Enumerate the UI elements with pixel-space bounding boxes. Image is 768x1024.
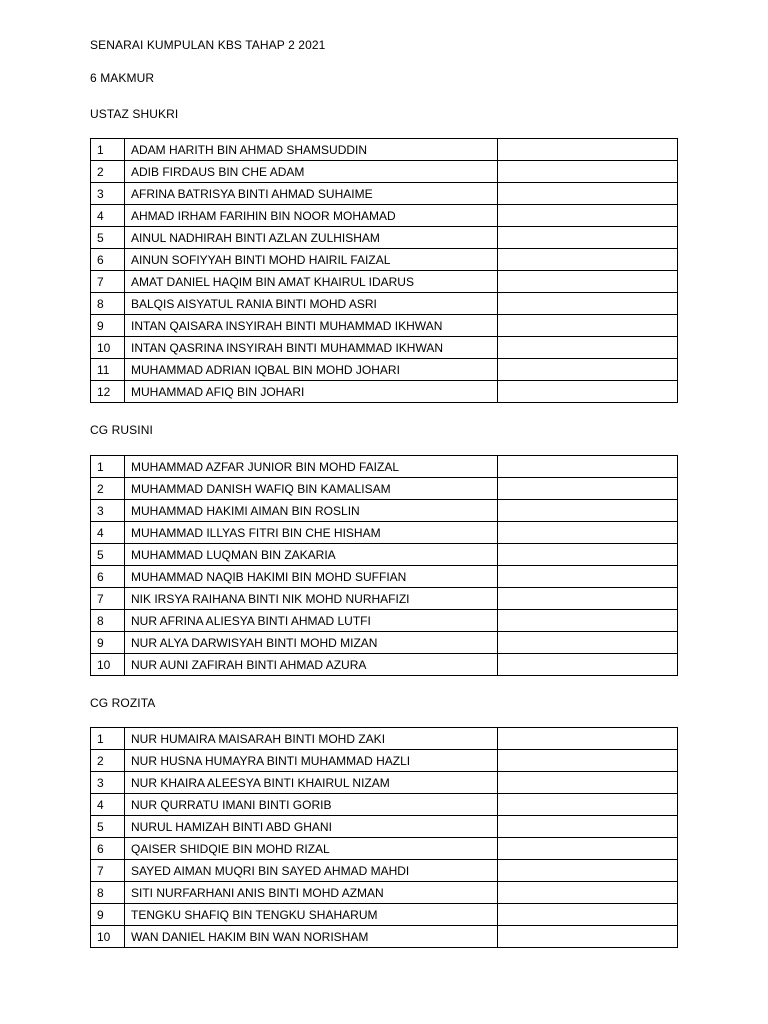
- blank-cell: [498, 227, 678, 249]
- blank-cell: [498, 478, 678, 500]
- blank-cell: [498, 544, 678, 566]
- table-row: [91, 772, 678, 794]
- document-title: SENARAI KUMPULAN KBS TAHAP 2 2021: [90, 38, 326, 52]
- table-row: [91, 337, 678, 359]
- table-row: [91, 271, 678, 293]
- table-row: [91, 456, 678, 478]
- student-number: 5: [91, 227, 125, 249]
- student-table-body: [91, 728, 678, 948]
- student-name: MUHAMMAD AZFAR JUNIOR BIN MOHD FAIZAL: [125, 456, 498, 478]
- student-name: MUHAMMAD ADRIAN IQBAL BIN MOHD JOHARI: [125, 359, 498, 381]
- blank-cell: [498, 816, 678, 838]
- table-row: [91, 750, 678, 772]
- blank-cell: [498, 315, 678, 337]
- blank-cell: [498, 500, 678, 522]
- blank-cell: [498, 522, 678, 544]
- blank-cell: [498, 271, 678, 293]
- student-number: 6: [91, 249, 125, 271]
- student-number: 10: [91, 654, 125, 676]
- student-number: 7: [91, 271, 125, 293]
- table-row: [91, 816, 678, 838]
- student-number: 2: [91, 478, 125, 500]
- student-number: 6: [91, 566, 125, 588]
- student-number: 1: [91, 456, 125, 478]
- table-row: [91, 610, 678, 632]
- blank-cell: [498, 838, 678, 860]
- table-row: [91, 632, 678, 654]
- blank-cell: [498, 654, 678, 676]
- student-name: SAYED AIMAN MUQRI BIN SAYED AHMAD MAHDI: [125, 860, 498, 882]
- table-row: [91, 838, 678, 860]
- student-name: SITI NURFARHANI ANIS BINTI MOHD AZMAN: [125, 882, 498, 904]
- student-number: 8: [91, 293, 125, 315]
- class-name: 6 MAKMUR: [90, 71, 155, 85]
- student-name: NUR HUMAIRA MAISARAH BINTI MOHD ZAKI: [125, 728, 498, 750]
- blank-cell: [498, 337, 678, 359]
- table-row: [91, 500, 678, 522]
- blank-cell: [498, 183, 678, 205]
- student-name: AHMAD IRHAM FARIHIN BIN NOOR MOHAMAD: [125, 205, 498, 227]
- student-number: 9: [91, 904, 125, 926]
- table-row: [91, 183, 678, 205]
- student-name: AMAT DANIEL HAQIM BIN AMAT KHAIRUL IDARUS: [125, 271, 498, 293]
- student-name: TENGKU SHAFIQ BIN TENGKU SHAHARUM: [125, 904, 498, 926]
- table-row: [91, 904, 678, 926]
- student-name: NUR KHAIRA ALEESYA BINTI KHAIRUL NIZAM: [125, 772, 498, 794]
- student-table: [90, 727, 678, 948]
- table-row: [91, 728, 678, 750]
- blank-cell: [498, 632, 678, 654]
- student-number: 7: [91, 860, 125, 882]
- blank-cell: [498, 566, 678, 588]
- table-row: [91, 654, 678, 676]
- blank-cell: [498, 293, 678, 315]
- student-number: 3: [91, 500, 125, 522]
- student-number: 4: [91, 794, 125, 816]
- student-number: 6: [91, 838, 125, 860]
- student-name: NUR ALYA DARWISYAH BINTI MOHD MIZAN: [125, 632, 498, 654]
- blank-cell: [498, 139, 678, 161]
- table-row: [91, 860, 678, 882]
- table-row: [91, 544, 678, 566]
- table-row: [91, 566, 678, 588]
- table-row: [91, 293, 678, 315]
- student-name: QAISER SHIDQIE BIN MOHD RIZAL: [125, 838, 498, 860]
- blank-cell: [498, 860, 678, 882]
- student-name: INTAN QAISARA INSYIRAH BINTI MUHAMMAD IKHWAN: [125, 315, 498, 337]
- table-row: [91, 161, 678, 183]
- blank-cell: [498, 728, 678, 750]
- student-name: MUHAMMAD AFIQ BIN JOHARI: [125, 381, 498, 403]
- blank-cell: [498, 750, 678, 772]
- student-name: AINUN SOFIYYAH BINTI MOHD HAIRIL FAIZAL: [125, 249, 498, 271]
- student-name: MUHAMMAD NAQIB HAKIMI BIN MOHD SUFFIAN: [125, 566, 498, 588]
- student-number: 5: [91, 816, 125, 838]
- blank-cell: [498, 588, 678, 610]
- student-name: MUHAMMAD ILLYAS FITRI BIN CHE HISHAM: [125, 522, 498, 544]
- student-name: NUR AUNI ZAFIRAH BINTI AHMAD AZURA: [125, 654, 498, 676]
- student-table: [90, 138, 678, 403]
- student-name: NUR QURRATU IMANI BINTI GORIB: [125, 794, 498, 816]
- student-name: AFRINA BATRISYA BINTI AHMAD SUHAIME: [125, 183, 498, 205]
- student-name: NUR AFRINA ALIESYA BINTI AHMAD LUTFI: [125, 610, 498, 632]
- student-table-body: [91, 139, 678, 403]
- student-name: WAN DANIEL HAKIM BIN WAN NORISHAM: [125, 926, 498, 948]
- student-name: ADAM HARITH BIN AHMAD SHAMSUDDIN: [125, 139, 498, 161]
- group-teacher-heading: CG ROZITA: [90, 696, 156, 710]
- blank-cell: [498, 381, 678, 403]
- table-row: [91, 139, 678, 161]
- table-row: [91, 478, 678, 500]
- table-row: [91, 588, 678, 610]
- blank-cell: [498, 926, 678, 948]
- student-name: INTAN QASRINA INSYIRAH BINTI MUHAMMAD IKHWAN: [125, 337, 498, 359]
- blank-cell: [498, 794, 678, 816]
- table-row: [91, 926, 678, 948]
- table-row: [91, 227, 678, 249]
- student-number: 11: [91, 359, 125, 381]
- student-number: 3: [91, 183, 125, 205]
- student-number: 2: [91, 750, 125, 772]
- student-table-body: [91, 456, 678, 676]
- student-number: 5: [91, 544, 125, 566]
- student-number: 1: [91, 139, 125, 161]
- student-name: MUHAMMAD LUQMAN BIN ZAKARIA: [125, 544, 498, 566]
- group-teacher-heading: CG RUSINI: [90, 423, 153, 437]
- table-row: [91, 882, 678, 904]
- student-name: NIK IRSYA RAIHANA BINTI NIK MOHD NURHAFIZI: [125, 588, 498, 610]
- student-name: BALQIS AISYATUL RANIA BINTI MOHD ASRI: [125, 293, 498, 315]
- blank-cell: [498, 249, 678, 271]
- student-number: 4: [91, 205, 125, 227]
- blank-cell: [498, 359, 678, 381]
- blank-cell: [498, 882, 678, 904]
- table-row: [91, 249, 678, 271]
- blank-cell: [498, 161, 678, 183]
- table-row: [91, 315, 678, 337]
- student-number: 3: [91, 772, 125, 794]
- table-row: [91, 794, 678, 816]
- student-number: 10: [91, 926, 125, 948]
- table-row: [91, 381, 678, 403]
- student-number: 8: [91, 610, 125, 632]
- student-number: 9: [91, 315, 125, 337]
- student-number: 7: [91, 588, 125, 610]
- table-row: [91, 205, 678, 227]
- student-name: MUHAMMAD DANISH WAFIQ BIN KAMALISAM: [125, 478, 498, 500]
- student-table: [90, 455, 678, 676]
- group-teacher-heading: USTAZ SHUKRI: [90, 107, 179, 121]
- student-number: 8: [91, 882, 125, 904]
- table-row: [91, 359, 678, 381]
- student-name: MUHAMMAD HAKIMI AIMAN BIN ROSLIN: [125, 500, 498, 522]
- student-number: 10: [91, 337, 125, 359]
- blank-cell: [498, 610, 678, 632]
- student-number: 12: [91, 381, 125, 403]
- student-name: AINUL NADHIRAH BINTI AZLAN ZULHISHAM: [125, 227, 498, 249]
- student-name: NURUL HAMIZAH BINTI ABD GHANI: [125, 816, 498, 838]
- student-number: 2: [91, 161, 125, 183]
- student-name: ADIB FIRDAUS BIN CHE ADAM: [125, 161, 498, 183]
- student-number: 9: [91, 632, 125, 654]
- blank-cell: [498, 772, 678, 794]
- blank-cell: [498, 904, 678, 926]
- blank-cell: [498, 456, 678, 478]
- student-number: 4: [91, 522, 125, 544]
- blank-cell: [498, 205, 678, 227]
- student-name: NUR HUSNA HUMAYRA BINTI MUHAMMAD HAZLI: [125, 750, 498, 772]
- table-row: [91, 522, 678, 544]
- student-number: 1: [91, 728, 125, 750]
